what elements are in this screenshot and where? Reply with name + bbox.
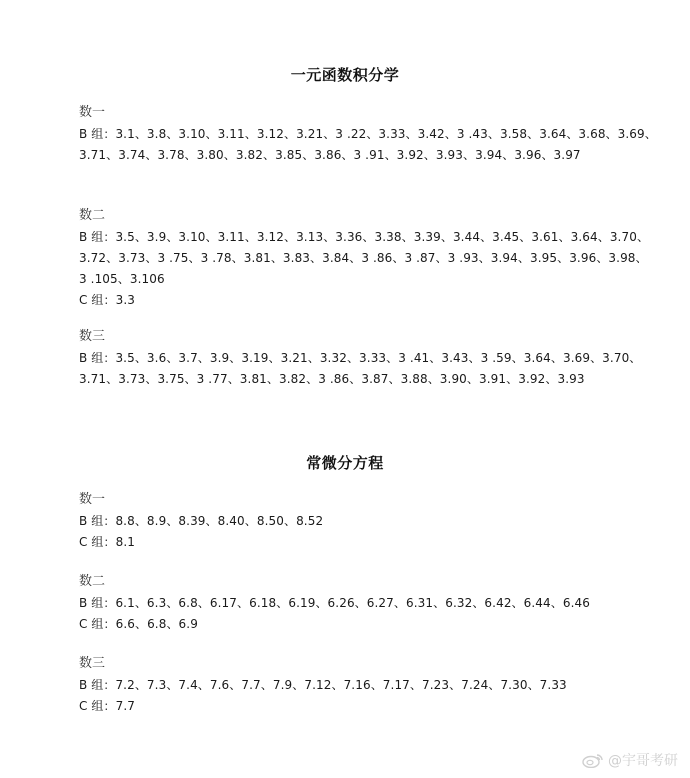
problem-list-line: C 组：8.1	[79, 535, 135, 549]
section-title-ode: 常微分方程	[306, 454, 384, 472]
subject-block-math3-integral	[79, 326, 669, 390]
subject-label: 数三	[79, 329, 106, 344]
section-title-integral: 一元函数积分学	[290, 66, 400, 84]
problem-list-line: C 组：7.7	[79, 699, 135, 713]
subject-label: 数一	[79, 492, 106, 507]
subject-block-math2-integral	[79, 205, 669, 311]
problem-list-line: C 组：3.3	[79, 293, 135, 307]
watermark	[582, 750, 678, 770]
problem-list-line: 3 .105、3.106	[79, 272, 165, 286]
problem-list-line: B 组：8.8、8.9、8.39、8.40、8.50、8.52	[79, 514, 324, 528]
subject-label: 数二	[79, 208, 106, 223]
subject-block-math2-ode	[79, 571, 669, 635]
subject-label: 数三	[79, 656, 106, 671]
problem-list-line: 3.71、3.73、3.75、3 .77、3.81、3.82、3 .86、3.87、3.88、3.90、3.91、3.92、3.93	[79, 372, 585, 386]
problem-list-line: B 组：3.5、3.6、3.7、3.9、3.19、3.21、3.32、3.33、3 .41、3.43、3 .59、3.64、3.69、3.70、	[79, 351, 642, 365]
problem-list-line: B 组：3.1、3.8、3.10、3.11、3.12、3.21、3 .22、3.33、3.42、3 .43、3.58、3.64、3.68、3.69、	[79, 127, 657, 141]
problem-list-line: B 组：7.2、7.3、7.4、7.6、7.7、7.9、7.12、7.16、7.17、7.23、7.24、7.30、7.33	[79, 678, 567, 692]
watermark-text: @宇哥考研	[608, 753, 678, 769]
subject-label: 数一	[79, 105, 106, 120]
problem-list-line: B 组：3.5、3.9、3.10、3.11、3.12、3.13、3.36、3.38、3.39、3.44、3.45、3.61、3.64、3.70、	[79, 230, 650, 244]
problem-list-line: C 组：6.6、6.8、6.9	[79, 617, 198, 631]
subject-block-math1-ode	[79, 489, 669, 553]
subject-block-math1-integral	[79, 102, 669, 166]
problem-list-line: B 组：6.1、6.3、6.8、6.17、6.18、6.19、6.26、6.27、6.31、6.32、6.42、6.44、6.46	[79, 596, 590, 610]
problem-list-line: 3.72、3.73、3 .75、3 .78、3.81、3.83、3.84、3 .86、3 .87、3 .93、3.94、3.95、3.96、3.98、	[79, 251, 648, 265]
weibo-icon	[582, 752, 604, 768]
subject-block-math3-ode	[79, 653, 669, 717]
problem-list-line: 3.71、3.74、3.78、3.80、3.82、3.85、3.86、3 .91、3.92、3.93、3.94、3.96、3.97	[79, 148, 581, 162]
subject-label: 数二	[79, 574, 106, 589]
